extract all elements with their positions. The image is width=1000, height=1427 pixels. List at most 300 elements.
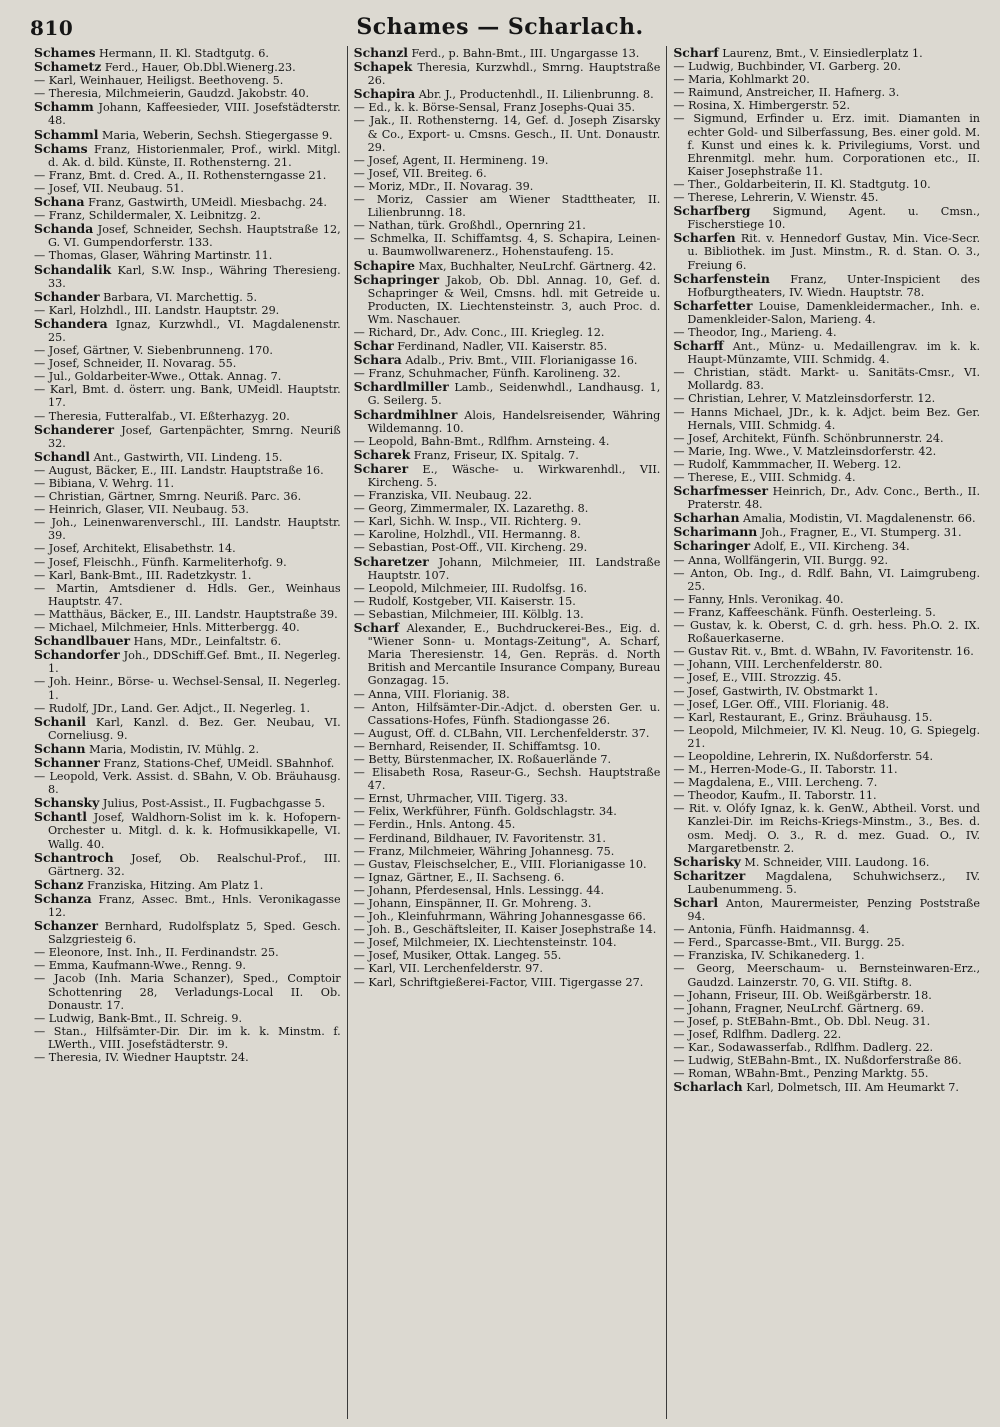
entry-details: — Michael, Milchmeier, Hnls. Mitterbergg. 40. bbox=[34, 621, 300, 635]
directory-entry bbox=[354, 114, 661, 153]
entry-surname: Schandorfer bbox=[34, 647, 120, 663]
directory-entry bbox=[673, 46, 980, 60]
directory-entry bbox=[673, 789, 980, 802]
entry-details: — Kar., Sodawasserfab., Rdlfhm. Dadlerg. 22. bbox=[673, 1041, 934, 1055]
directory-entry bbox=[354, 60, 661, 87]
directory-entry bbox=[34, 556, 341, 569]
entry-surname: Schamm bbox=[34, 99, 94, 115]
entry-surname: Scharl bbox=[673, 895, 719, 910]
entry-details: — Anton, Ob. Ing., d. Rdlf. Bahn, VI. Laimgrubeng. 25. bbox=[673, 566, 981, 593]
directory-entry bbox=[354, 353, 661, 367]
directory-entry bbox=[354, 871, 661, 884]
directory-entry bbox=[673, 896, 980, 923]
directory-entry bbox=[354, 339, 661, 353]
directory-entry bbox=[34, 74, 341, 87]
entry-details: Hermann, II. Kl. Stadtgutg. 6. bbox=[95, 47, 269, 60]
entry-details: — Franz, Bmt. d. Cred. A., II. Rothensterngasse 21. bbox=[34, 168, 327, 182]
column-3 bbox=[666, 46, 986, 1419]
entry-surname: Scharfetter bbox=[673, 297, 753, 313]
directory-entry bbox=[354, 46, 661, 60]
directory-entry bbox=[673, 272, 980, 299]
entry-details: — M., Herren-Mode-G., II. Taborstr. 11. bbox=[673, 763, 898, 777]
entry-details: — Karl, Bank-Bmt., III. Radetzkystr. 1. bbox=[34, 568, 252, 582]
directory-entry bbox=[34, 46, 341, 60]
directory-entry bbox=[673, 445, 980, 458]
entry-details: Ferdinand, Nadler, VII. Kaiserstr. 85. bbox=[393, 340, 608, 354]
entry-details: — Josef, Musiker, Ottak. Langeg. 55. bbox=[353, 949, 562, 963]
directory-entry bbox=[34, 770, 341, 796]
directory-entry bbox=[673, 724, 980, 750]
entry-details: — Raimund, Anstreicher, II. Hafnerg. 3. bbox=[673, 86, 900, 100]
entry-surname: Schams bbox=[34, 140, 88, 156]
entry-surname: Scharff bbox=[673, 338, 724, 354]
entry-details: — Stan., Hilfsämter-Dir. Dir. im k. k. Minstm. f. LWerth., VIII. Josefstädterstr. 9. bbox=[34, 1024, 341, 1051]
directory-entry bbox=[354, 595, 661, 608]
entry-details: — Karl, Restaurant, E., Grinz. Bräuhausg. 15. bbox=[673, 710, 933, 724]
directory-entry bbox=[354, 515, 661, 528]
entry-surname: Scharitzer bbox=[673, 867, 746, 883]
entry-details: Joh., DDSchiff.Gef. Bmt., II. Negerleg. 1. bbox=[48, 649, 341, 676]
directory-entry bbox=[354, 976, 661, 989]
entry-surname: Schantroch bbox=[34, 849, 114, 865]
directory-entry bbox=[673, 711, 980, 724]
directory-entry bbox=[354, 101, 661, 114]
directory-entry bbox=[34, 516, 341, 542]
entry-details: — Thomas, Glaser, Währing Martinstr. 11. bbox=[34, 249, 273, 263]
directory-entry bbox=[354, 219, 661, 232]
directory-entry bbox=[354, 727, 661, 740]
directory-entry bbox=[34, 142, 341, 169]
entry-details: — Theresia, IV. Wiedner Hauptstr. 24. bbox=[34, 1051, 249, 1065]
directory-entry bbox=[354, 923, 661, 936]
entry-surname: Scharetzer bbox=[353, 553, 429, 569]
directory-entry bbox=[673, 60, 980, 73]
entry-details: Ferd., Hauer, Ob.Dbl.Wienerg.23. bbox=[101, 61, 296, 75]
page-number: 810 bbox=[30, 16, 74, 40]
entry-details: — Josef, Agent, II. Hermineng. 19. bbox=[353, 153, 549, 167]
entry-surname: Schansky bbox=[34, 795, 100, 811]
entry-details: Franz, Historienmaler, Prof., wirkl. Mitgl. d. Ak. d. bild. Künste, II. Rothensterng. 21. bbox=[48, 142, 341, 169]
entry-details: — Theresia, Futteralfab., VI. Eßterhazyg. 20. bbox=[34, 409, 290, 423]
directory-entry bbox=[34, 582, 341, 608]
entry-details: — Theodor, Ing., Marieng. 4. bbox=[673, 325, 837, 339]
directory-entry bbox=[673, 567, 980, 593]
entry-details: — Josef, Rdlfhm. Dadlerg. 22. bbox=[673, 1027, 842, 1041]
directory-entry bbox=[354, 701, 661, 727]
directory-entry bbox=[354, 608, 661, 621]
entry-details: — Rudolf, JDr., Land. Ger. Adjct., II. Negerleg. 1. bbox=[34, 701, 311, 715]
entry-details: Max, Buchhalter, NeuLrchf. Gärtnerg. 42. bbox=[414, 259, 657, 273]
entry-details: — Anna, VIII. Florianig. 38. bbox=[353, 687, 510, 701]
directory-entry bbox=[354, 528, 661, 541]
entry-details: — Franziska, VII. Neubaug. 22. bbox=[353, 489, 532, 503]
entry-details: Maria, Modistin, IV. Mühlg. 2. bbox=[85, 742, 260, 756]
entry-details: — Leopold, Milchmeier, III. Rudolfsg. 16. bbox=[353, 581, 588, 595]
directory-entry bbox=[673, 204, 980, 231]
entry-details: — Josef, VII. Neubaug. 51. bbox=[34, 181, 184, 195]
entry-details: Adolf, E., VII. Kircheng. 34. bbox=[750, 540, 910, 554]
entry-details: — Karl, Holzhdl., III. Landstr. Hauptstr. 29. bbox=[34, 303, 280, 317]
entry-details: Franz, Assec. Bmt., Hnls. Veronikagasse 12. bbox=[48, 892, 341, 919]
entry-details: — Joh. Heinr., Börse- u. Wechsel-Sensal, II. Negerleg. 1. bbox=[34, 675, 341, 702]
directory-entry bbox=[673, 554, 980, 567]
directory-entry bbox=[34, 222, 341, 249]
entry-details: Julius, Post-Assist., II. Fugbachgasse 5. bbox=[99, 797, 326, 811]
directory-entry bbox=[673, 231, 980, 271]
entry-details: — Joh., Kleinfuhrmann, Währing Johannesgasse 66. bbox=[353, 910, 646, 924]
directory-entry bbox=[673, 1041, 980, 1054]
directory-entry bbox=[34, 946, 341, 959]
directory-entry bbox=[673, 923, 980, 936]
directory-entry bbox=[34, 1012, 341, 1025]
directory-entry bbox=[34, 383, 341, 409]
directory-entry bbox=[673, 869, 980, 896]
entry-details: — Theodor, Kaufm., II. Taborstr. 11. bbox=[673, 789, 877, 803]
entry-details: — Gustav, k. k. Oberst, C. d. grh. hess. Ph.O. 2. IX. Roßauerkaserne. bbox=[673, 619, 981, 646]
directory-entry bbox=[354, 897, 661, 910]
entry-surname: Schandlbauer bbox=[34, 633, 131, 649]
entry-details: — Magdalena, E., VIII. Lercheng. 7. bbox=[673, 776, 878, 790]
entry-surname: Schames bbox=[34, 46, 96, 60]
directory-entry bbox=[354, 408, 661, 435]
directory-entry bbox=[34, 503, 341, 516]
entry-surname: Schapire bbox=[353, 257, 415, 273]
directory-entry bbox=[673, 606, 980, 619]
entry-details: Alexander, E., Buchdruckerei-Bes., Eig. d. "Wiener Sonn- u. Montags-Zeitung", A. Scharf, Maria Theresienstr. 14, Gen. Repräs. d. North British and Mercantile Insurance Company, Bureau Gonzagag. 15. bbox=[367, 622, 661, 688]
entry-surname: Schanzer bbox=[34, 918, 98, 934]
directory-entry bbox=[34, 542, 341, 555]
entry-details: — Sebastian, Milchmeier, III. Kölblg. 13. bbox=[353, 607, 584, 621]
entry-details: — Georg, Meerschaum- u. Bernsteinwaren-Erz., Gaudzd. Lainzerstr. 70, G. VII. Stiftg. 8. bbox=[673, 962, 981, 989]
entry-details: — Marie, Ing. Wwe., V. Matzleinsdorferstr. 42. bbox=[673, 444, 937, 458]
column-2 bbox=[347, 46, 667, 1419]
entry-details: Magdalena, Schuhwichserz., IV. Laubenummeng. 5. bbox=[687, 869, 981, 896]
entry-details: Joh., Fragner, E., VI. Stumperg. 31. bbox=[757, 526, 962, 540]
entry-details: — Ferdin., Hnls. Antong. 45. bbox=[353, 818, 516, 832]
directory-entry bbox=[673, 484, 980, 511]
directory-entry bbox=[34, 477, 341, 490]
directory-entry bbox=[34, 1025, 341, 1051]
directory-entry bbox=[673, 178, 980, 191]
entry-surname: Scharfenstein bbox=[673, 270, 770, 286]
entry-details: E., Wäsche- u. Wirkwarenhdl., VII. Kircheng. 5. bbox=[367, 462, 661, 489]
entry-details: — Eleonore, Inst. Inh., II. Ferdinandstr. 25. bbox=[34, 946, 279, 960]
entry-details: — Ludwig, Bank-Bmt., II. Schreig. 9. bbox=[34, 1011, 243, 1025]
entry-details: — Karl, Weinhauer, Heiligst. Beethoveng. 5. bbox=[34, 74, 284, 88]
directory-entry bbox=[34, 344, 341, 357]
entry-surname: Schantl bbox=[34, 809, 87, 825]
entry-details: — Franz, Kaffeeschänk. Fünfh. Oesterleing. 5. bbox=[673, 605, 936, 619]
directory-entry bbox=[34, 263, 341, 290]
entry-details: — Moriz, Cassier am Wiener Stadttheater, II. Lilienbrunng. 18. bbox=[353, 193, 661, 220]
entry-details: — Gustav Rit. v., Bmt. d. WBahn, IV. Favoritenstr. 16. bbox=[673, 645, 974, 659]
directory-entry bbox=[354, 273, 661, 326]
entry-details: Anton, Maurermeister, Penzing Poststraße 94. bbox=[687, 897, 981, 924]
entry-surname: Schandera bbox=[34, 315, 108, 331]
entry-details: Ant., Münz- u. Medaillengrav. im k. k. Haupt-Münzamte, VIII. Schmidg. 4. bbox=[687, 340, 981, 367]
entry-details: Johann, Milchmeier, III. Landstraße Hauptstr. 107. bbox=[367, 555, 661, 582]
entry-details: — Christian, Gärtner, Smrng. Neuriß. Parc. 36. bbox=[34, 490, 302, 504]
entry-surname: Schapek bbox=[353, 59, 413, 75]
entry-details: Sigmund, Agent. u. Cmsn., Fischerstiege 10. bbox=[687, 205, 981, 232]
entry-details: — Josef, Architekt, Elisabethstr. 14. bbox=[34, 542, 236, 556]
directory-entry bbox=[34, 490, 341, 503]
directory-entry bbox=[34, 648, 341, 675]
entry-surname: Schanda bbox=[34, 221, 94, 237]
entry-surname: Schara bbox=[353, 352, 402, 368]
entry-surname: Schana bbox=[34, 194, 85, 210]
entry-surname: Scharfen bbox=[673, 230, 736, 246]
entry-details: — Antonia, Fünfh. Haidmannsg. 4. bbox=[673, 923, 870, 937]
entry-details: Jakob, Ob. Dbl. Annag. 10, Gef. d. Schapringer & Weil, Cmsns. hdl. mit Getreide u. Producten, IX. Liechtensteinstr. 3, auch Proc. d. Wm. Naschauer. bbox=[367, 273, 661, 326]
entry-details: Karl, Kanzl. d. Bez. Ger. Neubau, VI. Corneliusg. 9. bbox=[48, 715, 341, 742]
directory-entry bbox=[34, 423, 341, 450]
directory-entry bbox=[673, 671, 980, 684]
entry-surname: Schamml bbox=[34, 126, 99, 142]
directory-entry bbox=[354, 448, 661, 462]
directory-entry bbox=[34, 634, 341, 648]
entry-details: — Leopold, Verk. Assist. d. SBahn, V. Ob. Bräuhausg. 8. bbox=[34, 770, 341, 797]
entry-details: — Franziska, IV. Schikanederg. 1. bbox=[673, 949, 865, 963]
directory-entry bbox=[354, 259, 661, 273]
directory-entry bbox=[34, 290, 341, 304]
entry-surname: Scharisky bbox=[673, 853, 741, 869]
directory-entry bbox=[673, 802, 980, 854]
entry-details: — Schmelka, II. Schiffamtsg. 4, S. Schapira, Leinen- u. Baumwollwarenerz., Hohenstaufeng. 15. bbox=[353, 232, 661, 259]
directory-entry bbox=[673, 112, 980, 177]
entry-surname: Scharimann bbox=[673, 524, 758, 540]
entry-details: Karl, S.W. Insp., Währing Theresieng. 33. bbox=[48, 263, 341, 290]
entry-details: — Josef, Gastwirth, IV. Obstmarkt 1. bbox=[673, 684, 879, 698]
directory-entry bbox=[354, 621, 661, 687]
directory-entry bbox=[34, 892, 341, 919]
entry-details: — Elisabeth Rosa, Raseur-G., Sechsh. Hauptstraße 47. bbox=[353, 766, 661, 793]
entry-details: Theresia, Kurzwhdl., Smrng. Hauptstraße 26. bbox=[367, 61, 661, 88]
entry-surname: Scharek bbox=[353, 446, 411, 462]
entry-surname: Schanil bbox=[34, 713, 86, 729]
directory-entry bbox=[673, 1002, 980, 1015]
entry-surname: Scharf bbox=[353, 620, 400, 636]
directory-entry bbox=[34, 742, 341, 756]
entry-details: — Therese, Lehrerin, V. Wienstr. 45. bbox=[673, 191, 879, 205]
directory-entry bbox=[354, 753, 661, 766]
directory-entry bbox=[673, 763, 980, 776]
directory-entry bbox=[673, 936, 980, 949]
entry-details: Johann, Kaffeesieder, VIII. Josefstädterstr. 48. bbox=[48, 101, 341, 128]
directory-entry bbox=[354, 688, 661, 701]
directory-entry bbox=[673, 1028, 980, 1041]
entry-details: Alois, Handelsreisender, Währing Wildemanng. 10. bbox=[367, 408, 661, 435]
entry-details: — Maria, Kohlmarkt 20. bbox=[673, 73, 810, 87]
entry-details: — Jul., Goldarbeiter-Wwe., Ottak. Annag. 7. bbox=[34, 370, 282, 384]
directory-entry bbox=[354, 832, 661, 845]
entry-details: — Bernhard, Reisender, II. Schiffamtsg. 10. bbox=[353, 739, 601, 753]
entry-details: — Ludwig, Buchbinder, VI. Garberg. 20. bbox=[673, 60, 901, 74]
directory-entry bbox=[354, 555, 661, 582]
entry-details: — Johann, Fragner, NeuLrchf. Gärtnerg. 69. bbox=[673, 1001, 925, 1015]
directory-entry bbox=[34, 972, 341, 1011]
directory-entry bbox=[34, 370, 341, 383]
directory-entry bbox=[34, 357, 341, 370]
entry-details: — Ludwig, StEBahn-Bmt., IX. Nußdorferstraße 86. bbox=[673, 1054, 962, 1068]
directory-entry bbox=[354, 326, 661, 339]
entry-details: Josef, Gartenpächter, Smrng. Neuriß 32. bbox=[48, 423, 341, 450]
entry-details: — Franz, Schildermaler, X. Leibnitzg. 2. bbox=[34, 209, 261, 223]
directory-entry bbox=[354, 818, 661, 831]
directory-entry bbox=[673, 99, 980, 112]
entry-details: — Anna, Wollfängerin, VII. Burgg. 92. bbox=[673, 553, 889, 567]
entry-surname: Schanz bbox=[34, 876, 84, 892]
entry-details: Franz, Unter-Inspicient des Hofburgtheaters, IV. Wiedn. Hauptstr. 78. bbox=[687, 272, 981, 299]
entry-details: — Betty, Bürstenmacher, IX. Roßauerlände 7. bbox=[353, 752, 612, 766]
directory-entry bbox=[673, 658, 980, 671]
directory-entry bbox=[34, 195, 341, 209]
directory-entry bbox=[354, 154, 661, 167]
directory-entry bbox=[354, 462, 661, 489]
directory-entry bbox=[34, 715, 341, 742]
entry-details: — Leopoldine, Lehrerin, IX. Nußdorferstr. 54. bbox=[673, 749, 934, 763]
entry-details: — Josef, Architekt, Fünfh. Schönbrunnerstr. 24. bbox=[673, 431, 944, 445]
entry-surname: Scharer bbox=[353, 460, 409, 476]
entry-details: — Rudolf, Kostgeber, VII. Kaiserstr. 15. bbox=[353, 594, 576, 608]
directory-entry bbox=[673, 685, 980, 698]
entry-details: — Rudolf, Kammmacher, II. Weberg. 12. bbox=[673, 457, 902, 471]
entry-details: — Ernst, Uhrmacher, VIII. Tigerg. 33. bbox=[353, 792, 568, 806]
directory-entry bbox=[34, 810, 341, 850]
entry-details: — Martin, Amtsdiener d. Hdls. Ger., Weinhaus Hauptstr. 47. bbox=[34, 581, 341, 608]
directory-entry bbox=[354, 936, 661, 949]
entry-details: Franziska, Hitzing. Am Platz 1. bbox=[83, 878, 264, 892]
entry-details: Ignaz, Kurzwhdl., VI. Magdalenenstr. 25. bbox=[48, 317, 341, 344]
entry-surname: Schandl bbox=[34, 448, 90, 464]
entry-details: — Georg, Zimmermaler, IX. Lazarethg. 8. bbox=[353, 502, 589, 516]
running-title: Schames — Scharlach. bbox=[356, 14, 644, 40]
directory-entry bbox=[34, 959, 341, 972]
entry-details: — Rit. v. Olófy Ignaz, k. k. GenW., Abtheil. Vorst. und Kanzlei-Dir. im Reichs-Kriegs-Minstm., 3., Bes. d. osm. Medj. O. 3., R. d. mez. Guad. O., IV. Margaretbenstr. 2. bbox=[673, 802, 981, 855]
entry-details: — Karl, Sichh. W. Insp., VII. Richterg. 9. bbox=[353, 515, 582, 529]
directory-entry bbox=[673, 539, 980, 553]
entry-details: Bernhard, Rudolfsplatz 5, Sped. Gesch. Salzgriesteig 6. bbox=[48, 920, 341, 947]
directory-entry bbox=[354, 884, 661, 897]
entry-surname: Schardmihlner bbox=[353, 406, 458, 422]
entry-details: M. Schneider, VIII. Laudong. 16. bbox=[740, 855, 930, 869]
entry-details: — Karl, Bmt. d. österr. ung. Bank, UMeidl. Hauptstr. 17. bbox=[34, 383, 341, 410]
directory-entry bbox=[354, 193, 661, 219]
directory-entry bbox=[673, 339, 980, 366]
entry-details: — Christian, städt. Markt- u. Sanitäts-Cmsr., VI. Mollardg. 83. bbox=[673, 366, 981, 393]
directory-entry bbox=[673, 776, 980, 789]
entry-details: Josef, Schneider, Sechsh. Hauptstraße 12, G. VI. Gumpendorferstr. 133. bbox=[48, 223, 341, 250]
directory-entry bbox=[34, 1051, 341, 1064]
entry-details: — Ferd., Sparcasse-Bmt., VII. Burgg. 25. bbox=[673, 936, 905, 950]
entry-details: — Theresia, Milchmeierin, Gaudzd. Jakobstr. 40. bbox=[34, 87, 310, 101]
directory-columns bbox=[28, 46, 986, 1419]
directory-entry bbox=[673, 406, 980, 432]
entry-details: Lamb., Seidenwhdl., Landhausg. 1, G. Seilerg. 5. bbox=[367, 381, 661, 408]
directory-entry bbox=[673, 593, 980, 606]
directory-entry bbox=[354, 805, 661, 818]
entry-details: Franz, Gastwirth, UMeidl. Miesbachg. 24. bbox=[84, 196, 327, 210]
entry-details: Hans, MDr., Leinfaltstr. 6. bbox=[130, 635, 282, 649]
entry-surname: Schardlmiller bbox=[353, 379, 449, 395]
directory-entry bbox=[673, 458, 980, 471]
directory-entry bbox=[673, 698, 980, 711]
directory-entry bbox=[673, 1080, 980, 1094]
directory-entry bbox=[354, 87, 661, 101]
entry-surname: Schapira bbox=[353, 86, 416, 102]
directory-entry bbox=[354, 845, 661, 858]
directory-entry bbox=[673, 645, 980, 658]
directory-entry bbox=[673, 511, 980, 525]
directory-entry bbox=[354, 502, 661, 515]
directory-entry bbox=[354, 380, 661, 407]
directory-entry bbox=[354, 489, 661, 502]
entry-details: — Josef, Milchmeier, IX. Liechtensteinstr. 104. bbox=[353, 936, 617, 950]
directory-entry bbox=[673, 855, 980, 869]
entry-details: — Christian, Lehrer, V. Matzleinsdorferstr. 12. bbox=[673, 392, 936, 406]
entry-details: Heinrich, Dr., Adv. Conc., Berth., II. Praterstr. 48. bbox=[687, 485, 981, 512]
directory-entry bbox=[673, 73, 980, 86]
directory-entry bbox=[34, 919, 341, 946]
directory-entry bbox=[673, 949, 980, 962]
entry-details: Ferd., p. Bahn-Bmt., III. Ungargasse 13. bbox=[407, 47, 640, 60]
directory-entry bbox=[673, 1054, 980, 1067]
directory-entry bbox=[354, 167, 661, 180]
entry-surname: Scharfmesser bbox=[673, 483, 769, 499]
directory-entry bbox=[673, 989, 980, 1002]
entry-details: — Johann, Einspänner, II. Gr. Mohreng. 3. bbox=[353, 897, 592, 910]
directory-entry bbox=[673, 750, 980, 763]
entry-details: — Josef, Fleischh., Fünfh. Karmeliterhofg. 9. bbox=[34, 555, 287, 569]
entry-details: — Josef, E., VIII. Strozzig. 45. bbox=[673, 671, 842, 685]
entry-details: — Heinrich, Glaser, VII. Neubaug. 53. bbox=[34, 503, 249, 517]
entry-details: — August, Off. d. CLBahn, VII. Lerchenfelderstr. 37. bbox=[353, 726, 650, 740]
entry-surname: Scharlach bbox=[673, 1079, 743, 1095]
entry-details: — Sebastian, Post-Off., VII. Kircheng. 29. bbox=[353, 541, 588, 555]
directory-entry bbox=[34, 317, 341, 344]
directory-entry bbox=[673, 366, 980, 392]
entry-surname: Schandalik bbox=[34, 261, 112, 277]
entry-details: — Joh. B., Geschäftsleiter, II. Kaiser Josephstraße 14. bbox=[353, 923, 657, 937]
entry-details: Josef, Waldhorn-Solist im k. k. Hofopern-Orchester u. Mitgl. d. k. k. Hofmusikkapelle, VI. Wallg. 40. bbox=[48, 811, 341, 851]
entry-details: — Karl, VII. Lerchenfelderstr. 97. bbox=[353, 962, 543, 976]
entry-details: — Ignaz, Gärtner, E., II. Sachseng. 6. bbox=[353, 870, 565, 884]
entry-surname: Schann bbox=[34, 740, 86, 756]
directory-entry bbox=[673, 1015, 980, 1028]
directory-entry bbox=[34, 464, 341, 477]
directory-entry bbox=[354, 858, 661, 871]
entry-details: — Bibiana, V. Wehrg. 11. bbox=[34, 477, 174, 490]
entry-details: — Johann, VIII. Lerchenfelderstr. 80. bbox=[673, 658, 883, 672]
entry-surname: Schar bbox=[353, 338, 394, 354]
directory-entry bbox=[34, 878, 341, 892]
entry-details: — Joh., Leinenwarenverschl., III. Landstr. Hauptstr. 39. bbox=[34, 516, 341, 543]
entry-surname: Scharhan bbox=[673, 510, 740, 526]
entry-surname: Schanza bbox=[34, 890, 92, 906]
directory-entry bbox=[34, 100, 341, 127]
directory-entry bbox=[34, 851, 341, 878]
entry-surname: Scharf bbox=[673, 46, 719, 60]
entry-surname: Scharfberg bbox=[673, 203, 751, 219]
entry-details: — Felix, Werkführer, Fünfh. Goldschlagstr. 34. bbox=[353, 805, 617, 819]
entry-details: — Johann, Pferdesensal, Hnls. Lessingg. 44. bbox=[353, 883, 605, 897]
entry-details: — Richard, Dr., Adv. Conc., III. Kriegleg. 12. bbox=[353, 325, 605, 339]
entry-details: Franz, Friseur, IX. Spitalg. 7. bbox=[410, 448, 579, 462]
directory-entry bbox=[354, 180, 661, 193]
directory-entry bbox=[34, 60, 341, 74]
directory-entry bbox=[34, 796, 341, 810]
directory-entry bbox=[354, 962, 661, 975]
